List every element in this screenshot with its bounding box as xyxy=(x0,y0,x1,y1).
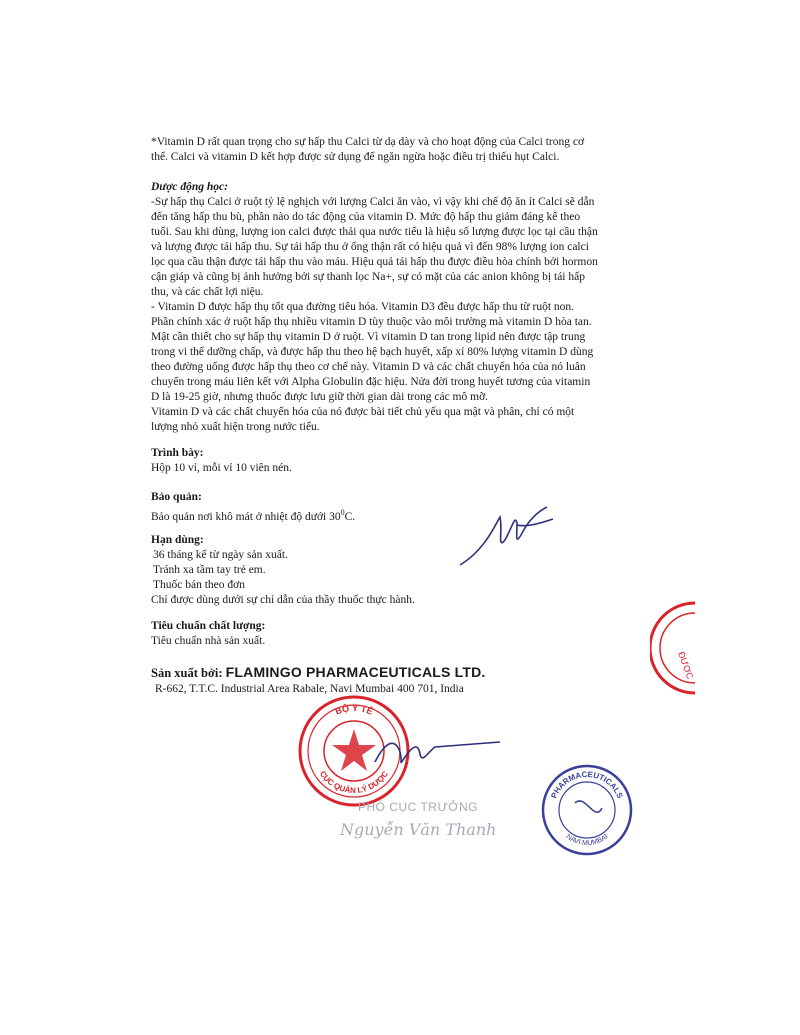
pharmacokinetics-line: thu, và các chất lợi niệu. xyxy=(151,286,264,298)
pharmacokinetics-body xyxy=(151,195,671,435)
expiry-line: Thuốc bán theo đơn xyxy=(153,579,245,591)
intro-line: thể. Calci và vitamin D kết hợp được sử dụng để ngăn ngừa hoặc điều trị thiếu hụt Calci. xyxy=(151,151,560,163)
pharmacokinetics-line: -Sự hấp thụ Calci ở ruột tỷ lệ nghịch với lượng Calci ăn vào, vì vậy khi chế độ ăn ít Calci sẽ dẫn xyxy=(151,196,595,208)
official-signature xyxy=(370,722,510,782)
seal-text-top: BỘ Y TẾ xyxy=(333,702,375,717)
pharmacokinetics-line: chuyển trong máu liên kết với Alpha Globulin đặc hiệu. Nửa đời trong huyết tương của vitamin xyxy=(151,376,591,388)
company-seal-text: PHARMACEUTICALS xyxy=(549,769,625,800)
seal-text-bottom: CỤC QUẢN LÝ DƯỢC xyxy=(317,769,391,796)
pharmacokinetics-line: lọc qua cầu thận được tái hấp thu vào máu. Hiệu quả tái hấp thu được điều hòa chính bởi hormon xyxy=(151,256,598,268)
quality-section xyxy=(151,619,671,649)
presentation-section xyxy=(151,446,671,476)
expiry-line: 36 tháng kể từ ngày sản xuất. xyxy=(153,549,288,561)
expiry-section xyxy=(151,533,671,608)
svg-text:BỘ Y TẾ xyxy=(334,702,374,716)
official-name: Nguyễn Văn Thanh xyxy=(340,820,497,839)
svg-text:ĐƯỢC: ĐƯỢC xyxy=(676,650,696,681)
quality-text: Tiêu chuẩn nhà sản xuất. xyxy=(151,635,266,647)
presentation-text: Hộp 10 vỉ, mỗi vỉ 10 viên nén. xyxy=(151,462,292,474)
pharmacokinetics-line: theo đường uống được hấp thụ theo cơ chế này. Vitamin D và các chất chuyển hóa của nó luân xyxy=(151,361,586,373)
manufacturer-label: Sản xuất bởi: xyxy=(151,666,223,680)
storage-section xyxy=(151,490,671,525)
pharmacokinetics-line: lượng nhỏ xuất hiện trong nước tiểu. xyxy=(151,421,320,433)
intro-line: *Vitamin D rất quan trọng cho sự hấp thu Calci từ dạ dày và cho hoạt động của Calci trong cơ xyxy=(151,136,585,148)
manufacturer-address: R-662, T.T.C. Industrial Area Rabale, Navi Mumbai 400 701, India xyxy=(155,683,464,695)
storage-heading: Bảo quản: xyxy=(151,491,202,503)
company-seal xyxy=(540,763,634,857)
presentation-heading: Trình bày: xyxy=(151,447,204,459)
storage-text: Bảo quản nơi khô mát ở nhiệt độ dưới $30^0C$. xyxy=(151,508,356,523)
official-title: PHÓ CỤC TRƯỞNG xyxy=(358,800,478,814)
expiry-line: Tránh xa tầm tay trẻ em. xyxy=(153,564,266,576)
manufacturer-line xyxy=(151,664,486,681)
pharmacokinetics-heading: Dược động học: xyxy=(151,181,228,193)
quality-heading: Tiêu chuẩn chất lượng: xyxy=(151,620,266,632)
pharmacokinetics-line: Mật cần thiết cho sự hấp thụ vitamin D ở ruột. Vì vitamin D tan trong lipid nên được tập trung xyxy=(151,331,586,343)
pharmacokinetics-section xyxy=(151,180,671,435)
pharmacokinetics-line: trong vi thể dưỡng chấp, và được hấp thu theo hệ bạch huyết, xấp xỉ 80% lượng vitamin D dùng xyxy=(151,346,594,358)
pharmacokinetics-line: Phần chính xác ở ruột hấp thụ nhiều vitamin D tùy thuộc vào môi trường mà vitamin D hòa tan. xyxy=(151,316,592,328)
pharmacokinetics-line: tuổi. Sau khi dùng, lượng ion calci được thải qua nước tiểu là hiệu số lượng được lọc tại cầu thận xyxy=(151,226,598,238)
pharmacokinetics-line: D là 19-25 giờ, nhưng thuốc được lưu giữ thời gian dài trong các mô mỡ. xyxy=(151,391,489,403)
partial-red-stamp xyxy=(650,598,700,698)
company-seal-text-bottom: NAVI MUMBAI xyxy=(564,833,610,848)
expiry-heading: Hạn dùng: xyxy=(151,534,204,546)
svg-text:NAVI MUMBAI xyxy=(565,833,610,847)
expiry-line: Chỉ được dùng dưới sự chỉ dẫn của thầy thuốc thực hành. xyxy=(151,594,415,606)
manufacturer-name: FLAMINGO PHARMACEUTICALS LTD. xyxy=(225,664,486,680)
pharmacokinetics-line: đến tăng hấp thu bù, phần nào do tác động của vitamin D. Mức độ hấp thu giảm đáng kể theo xyxy=(151,211,581,223)
pharmacokinetics-line: và lượng được tái hấp thu. Sự tái hấp thu ở ống thận rất có hiệu quả vì đến 98% lượng ion calci xyxy=(151,241,589,253)
pharmacokinetics-line: - Vitamin D được hấp thụ tốt qua đường tiêu hóa. Vitamin D3 đều được hấp thu từ ruột non. xyxy=(151,301,575,313)
intro-paragraph xyxy=(151,135,671,165)
pharmacokinetics-line: cận giáp và cũng bị ảnh hưởng bởi sự thanh lọc Na+, sự có mặt của các anion không bị tái hấp xyxy=(151,271,585,283)
signature-scribble xyxy=(455,495,565,575)
pharmacokinetics-line: Vitamin D và các chất chuyển hóa của nó được bài tiết chủ yếu qua mật và phân, chỉ có một xyxy=(151,406,575,418)
